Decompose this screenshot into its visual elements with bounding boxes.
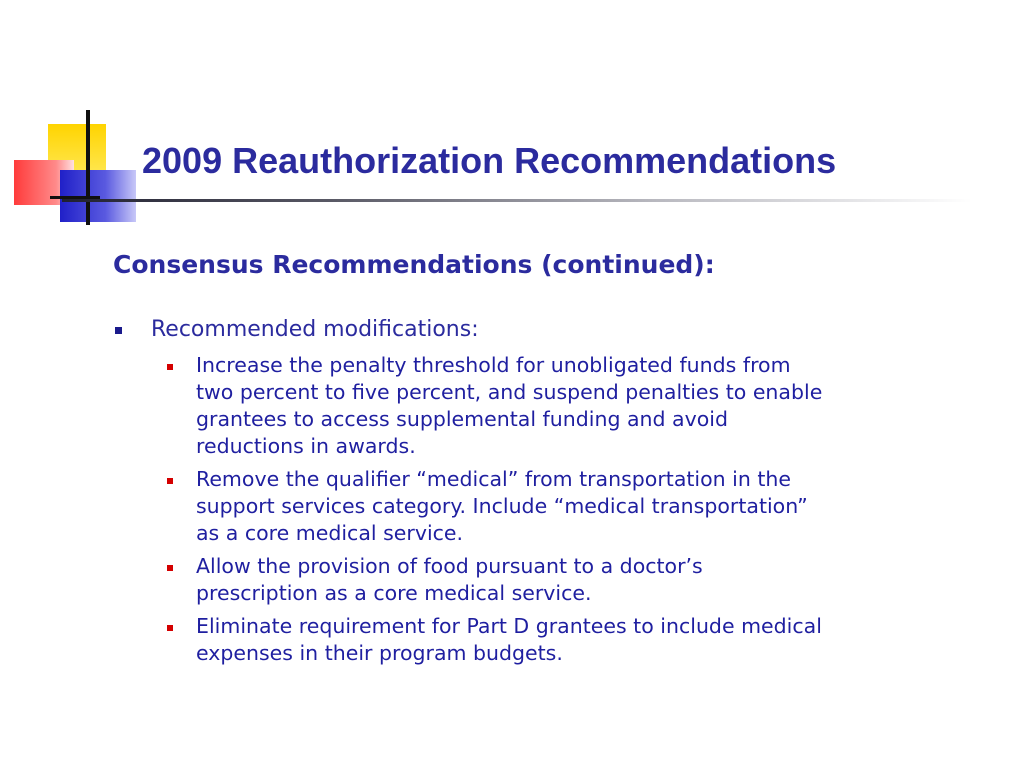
sub-bullet-list xyxy=(165,352,965,673)
sub-bullet-text: Allow the provision of food pursuant to a doctor’s prescription as a core medical service. xyxy=(196,554,703,605)
red-square-bullet-icon xyxy=(167,364,173,370)
list-item xyxy=(165,553,965,607)
main-bullet-text: Recommended modifications: xyxy=(151,317,479,342)
list-item xyxy=(165,466,965,547)
red-square-bullet-icon xyxy=(167,565,173,571)
list-item xyxy=(165,613,965,667)
sub-bullet-text: Increase the penalty threshold for unobligated funds from two percent to five percent, and suspend penalties to enable grantees to access supplemental funding and avoid reductions in awards. xyxy=(196,353,823,458)
section-subheading: Consensus Recommendations (continued): xyxy=(113,250,715,279)
title-divider xyxy=(62,199,972,202)
list-item xyxy=(165,352,965,460)
sub-bullet-text: Remove the qualifier “medical” from transportation in the support services category. Include “medical transportation” as a core medical service. xyxy=(196,467,808,545)
red-square-bullet-icon xyxy=(167,478,173,484)
slide-title: 2009 Reauthorization Recommendations xyxy=(142,140,837,181)
square-bullet-icon xyxy=(115,327,122,334)
sub-bullet-text: Eliminate requirement for Part D grantees to include medical expenses in their program budgets. xyxy=(196,614,822,665)
red-square-bullet-icon xyxy=(167,625,173,631)
slide-logo-graphic xyxy=(0,0,140,240)
